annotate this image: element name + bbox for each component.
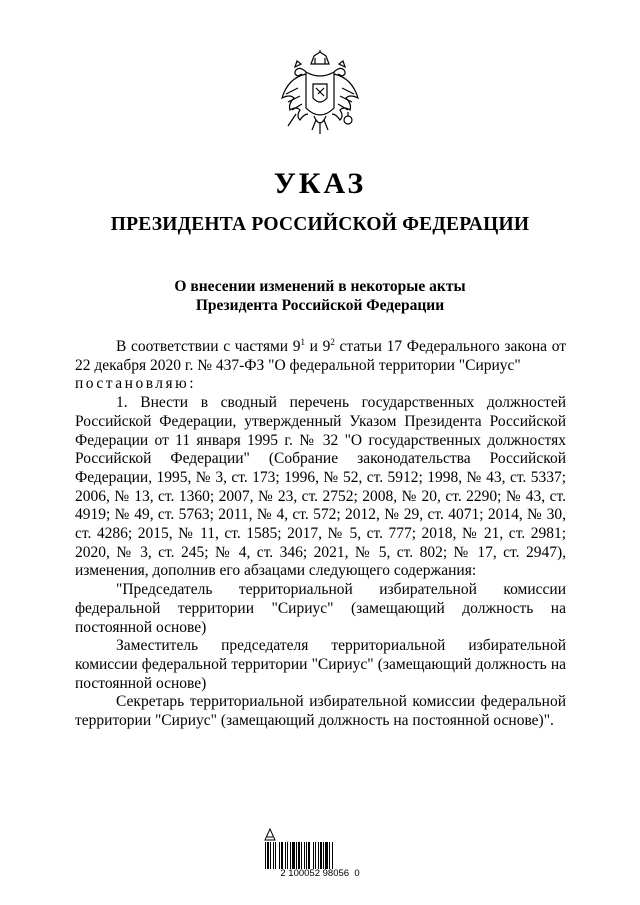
coat-of-arms-emblem [278, 50, 362, 145]
paragraph-2: "Председатель территориальной избирательной комиссии федеральной территории "Сириус" (замещающий должность на постоянной основе) [75, 581, 566, 636]
barcode [255, 828, 385, 884]
barcode-gap [333, 842, 334, 869]
barcode-bars [265, 842, 357, 869]
barcode-number: 2 100052 98056 0 [280, 868, 360, 879]
paragraph-3: Заместитель председателя территориальной избирательной комиссии федеральной территории "Сириус" (замещающий должность на постоянной основе) [75, 637, 566, 692]
decree-word: постановляю: [75, 375, 197, 393]
heading-line-2: Президента Российской Федерации [195, 297, 445, 314]
preamble-paragraph: В соответствии с частями $9^1$ и $9^2$ статьи 17 Федерального закона от 22 декабря 2020 г. № 437-ФЗ "О федеральной территории "Сириус" [75, 337, 567, 374]
paragraph-4: Секретарь территориальной избирательной комиссии федеральной территории "Сириус" (замещающий должность на постоянной основе)". [75, 693, 566, 730]
document-heading [0, 277, 640, 315]
document-subtitle: ПРЕЗИДЕНТА РОССИЙСКОЙ ФЕДЕРАЦИИ [110, 214, 530, 235]
barcode-logo-icon [264, 828, 276, 841]
paragraph-1: 1. Внести в сводный перечень государственных должностей Российской Федерации, утвержденный Указом Президента Российской Федерации от 11 января 1995 г. № 32 "О государственных должностях Российской Федерации" (Собрание законодательства Российской Федерации, 1995, № 3, ст. 173; 1996, № 52, ст. 5912; 1998, № 43, ст. 5337; 2006, № 13, ст. 1360; 2007, № 23, ст. 2752; 2008, № 20, ст. 2290; № 43, ст. 4919; № 49, ст. 5763; 2011, № 4, ст. 572; 2012, № 29, ст. 4071; 2014, № 30, ст. 4286; 2015, № 11, ст. 1585; 2017, № 5, ст. 777; 2018, № 21, ст. 2981; 2020, № 3, ст. 245; № 4, ст. 346; 2021, № 5, ст. 802; № 17, ст. 2947), изменения, дополнив его абзацами следующего содержания: [75, 394, 566, 580]
heading-line-1: О внесении изменений в некоторые акты [174, 278, 466, 295]
document-body [75, 338, 566, 731]
document-title: УКАЗ [273, 167, 367, 200]
